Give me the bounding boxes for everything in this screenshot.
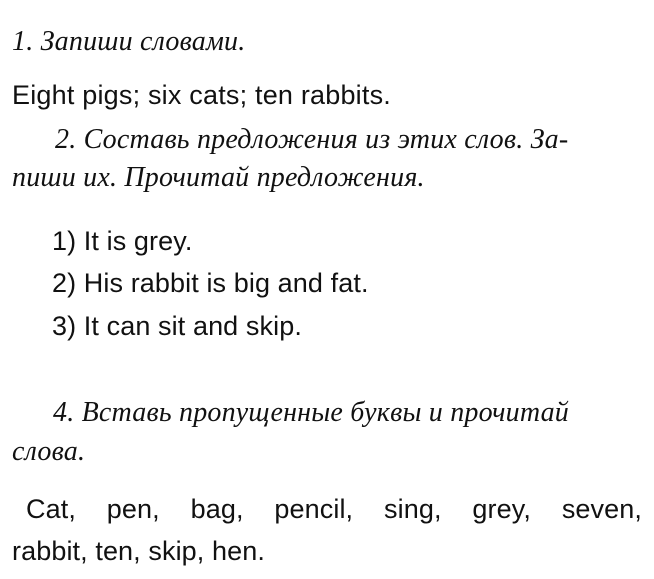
word-cat: Cat, <box>26 494 76 524</box>
sentence-1: 1) It is grey. <box>52 226 193 256</box>
task-4-heading-line-2: слова. <box>12 436 86 467</box>
word-bag: bag, <box>190 494 244 524</box>
task-2-heading-line-2: пиши их. Прочитай предложения. <box>12 162 425 193</box>
task-1-answer: Eight pigs; six cats; ten rabbits. <box>12 80 391 110</box>
word-pen: pen, <box>106 494 160 524</box>
word-pencil: pencil, <box>274 494 354 524</box>
task-4-heading-line-1: 4. Вставь пропущенные буквы и прочитай <box>53 397 570 428</box>
task-2-heading-line-1: 2. Составь предложения из этих слов. За- <box>55 124 569 155</box>
word-list-line-1 <box>26 496 642 523</box>
sentence-2: 2) His rabbit is big and fat. <box>52 268 369 298</box>
word-sing: sing, <box>384 494 442 524</box>
task-1-heading: 1. Запиши словами. <box>12 26 246 57</box>
word-seven: seven, <box>561 494 642 524</box>
word-grey: grey, <box>472 494 531 524</box>
word-list-line-2: rabbit, ten, skip, hen. <box>12 536 265 566</box>
sentence-3: 3) It can sit and skip. <box>52 311 302 341</box>
